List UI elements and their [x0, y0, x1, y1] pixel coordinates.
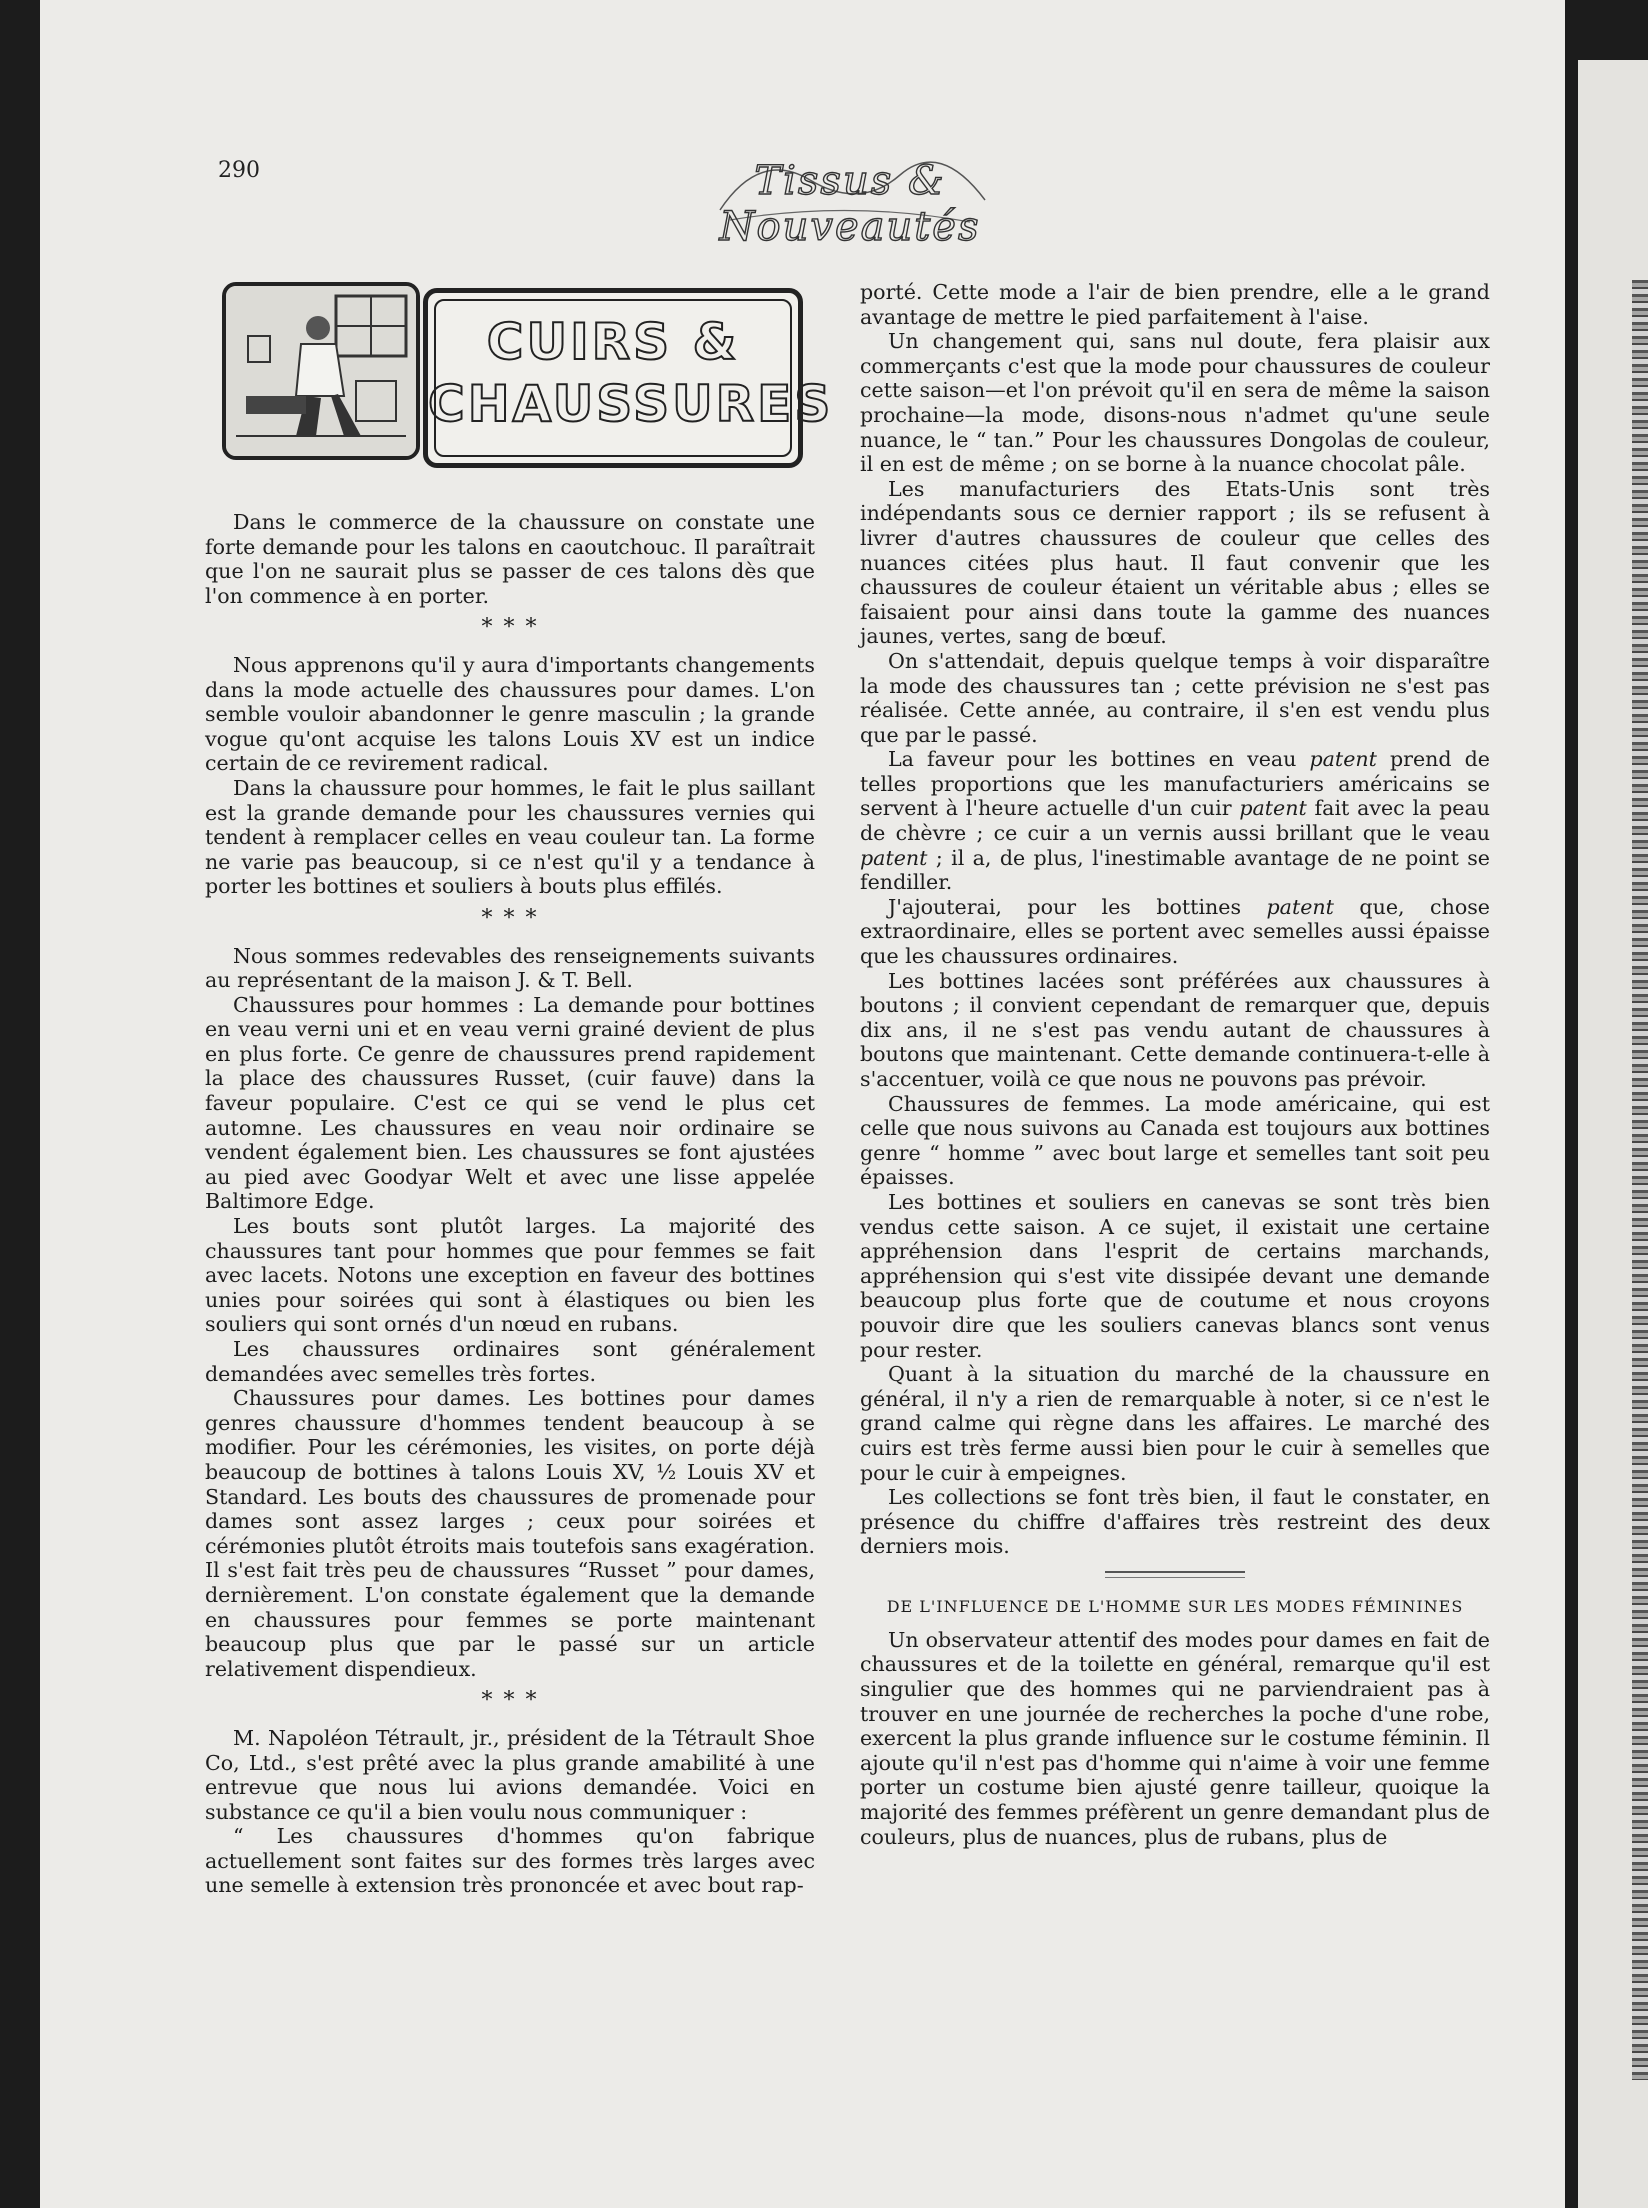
paragraph: Les bottines et souliers en canevas se sont très bien vendus cette saison. A ce sujet, il existait une certaine appréhension dans l'esprit de certains marchands, appréhension qui s'est vite dissipée devant une demande beaucoup plus forte que de coutume et nous croyons pouvoir dire que les souliers canevas blancs sont venus pour rester.	[860, 1189, 1490, 1362]
paragraph	[860, 747, 1490, 895]
masthead-text: Tissus & Nouveautés	[719, 158, 981, 250]
masthead-logo	[700, 140, 1000, 250]
text-run: fait avec la peau de chèvre ; ce cuir a un vernis aussi brillant que le veau	[860, 796, 1490, 846]
paragraph: Nous sommes redevables des renseignements suivants au représentant de la maison J. & T. Bell.	[205, 943, 815, 993]
left-column	[205, 510, 815, 1898]
section-header	[423, 288, 834, 468]
article-subheading: DE L'INFLUENCE DE L'HOMME SUR LES MODES FÉMININES	[886, 1596, 1464, 1616]
paragraph: Dans le commerce de la chaussure on constate une forte demande pour les talons en caoutchouc. Il paraîtrait que l'on ne saurait plus se passer de ces talons dès que l'on commence à en porter.	[205, 510, 815, 608]
paragraph: Chaussures de femmes. La mode américaine, qui est celle que nous suivons au Canada est toujours aux bottines genre “ homme ” avec bout large et semelles tant soit peu épaisses.	[860, 1091, 1490, 1190]
shoemaker-illustration	[222, 282, 420, 460]
shoemaker-icon	[226, 286, 416, 456]
section-title-line2: CHAUSSURES	[428, 375, 834, 433]
paragraph: Chaussures pour dames. Les bottines pour dames genres chaussure d'hommes tendent beaucoup à se modifier. Pour les cérémonies, les visites, on porte déjà beaucoup de bottines à talons Louis XV, ½ Louis XV et Standard. Les bouts des chaussures de promenade pour dames sont assez larges ; ceux pour soirées et cérémonies plutôt étroits mais toutefois sans exagération. Il s'est fait très peu de chaussures “Russet ” pour dames, dernièrement. L'on constate également que la demande en chaussures pour femmes se porte maintenant beaucoup plus que par le passé sur un article relativement dispendieux.	[205, 1386, 815, 1681]
text-run: J'ajouterai, pour les bottines	[888, 894, 1267, 919]
asterism-separator: * * *	[481, 905, 539, 931]
decorative-border	[1632, 280, 1648, 2080]
right-column	[860, 280, 1490, 1849]
paragraph: “ Les chaussures d'hommes qu'on fabrique actuellement sont faites sur des formes très larges avec une semelle à extension très prononcée et avec bout rap-	[205, 1824, 815, 1898]
paragraph: Quant à la situation du marché de la chaussure en général, il n'y a rien de remarquable à noter, si ce n'est le grand calme qui règne dans les affaires. Le marché des cuirs est très ferme aussi bien pour le cuir à semelles que pour le cuir à empeignes.	[860, 1362, 1490, 1485]
paragraph: porté. Cette mode a l'air de bien prendre, elle a le grand avantage de mettre le pied parfaitement à l'aise.	[860, 280, 1490, 329]
paragraph: M. Napoléon Tétrault, jr., président de la Tétrault Shoe Co, Ltd., s'est prêté avec la plus grande amabilité à une entrevue que nous lui avions demandée. Voici en substance ce qu'il a bien voulu nous communiquer :	[205, 1725, 815, 1824]
paragraph: Un changement qui, sans nul doute, fera plaisir aux commerçants c'est que la mode pour chaussures de couleur cette saison—et l'on prévoit qu'il en sera de même la saison prochaine—la mode, disons-nous n'admet qu'une seule nuance, le “ tan.” Pour les chaussures Dongolas de couleur, il en est de même ; on se borne à la nuance chocolat pâle.	[860, 329, 1490, 477]
paragraph: Nous apprenons qu'il y aura d'importants changements dans la mode actuelle des chaussures pour dames. L'on semble vouloir abandonner le genre masculin ; la grande vogue qu'ont acquise les talons Louis XV est un indice certain de ce revirement radical.	[205, 652, 815, 776]
text-run: La faveur pour les bottines en veau	[888, 747, 1310, 772]
paragraph: Dans la chaussure pour hommes, le fait le plus saillant est la grande demande pour les chaussures vernies qui tendent à remplacer celles en veau couleur tan. La forme ne varie pas beaucoup, si ce n'est qu'il y a tendance à porter les bottines et souliers à bouts plus effilés.	[205, 775, 815, 899]
paragraph: On s'attendait, depuis quelque temps à voir disparaître la mode des chaussures tan ; cette prévision ne s'est pas réalisée. Cette année, au contraire, il s'en est vendu plus que par le passé.	[860, 648, 1490, 747]
text-run: prend de telles proportions que les manufacturiers américains se servent à l'heure actuelle d'un cuir	[860, 747, 1490, 821]
asterism-separator: * * *	[481, 1688, 539, 1714]
paragraph: Les bottines lacées sont préférées aux chaussures à boutons ; il convient cependant de remarquer que, depuis dix ans, il ne s'est pas vendu autant de chaussures à boutons que maintenant. Cette demande continuera-t-elle à s'accentuer, voilà ce que nous ne pouvons pas prévoir.	[860, 968, 1490, 1091]
italic-term: patent	[1309, 747, 1377, 772]
italic-term: patent	[1266, 894, 1334, 919]
italic-term: patent	[860, 845, 928, 870]
paragraph	[860, 895, 1490, 969]
paragraph: Les chaussures ordinaires sont généralement demandées avec semelles très fortes.	[205, 1337, 815, 1386]
paragraph: Les collections se font très bien, il faut le constater, en présence du chiffre d'affaires très restreint des deux derniers mois.	[860, 1485, 1490, 1559]
page-number: 290	[218, 158, 260, 183]
section-divider	[1105, 1571, 1245, 1578]
text-run: que, chose extraordinaire, elles se portent avec semelles aussi épaisse que les chaussures ordinaires.	[860, 894, 1490, 969]
italic-term: patent	[1239, 796, 1307, 821]
asterism-separator: * * *	[481, 615, 539, 641]
paragraph: Chaussures pour hommes : La demande pour bottines en veau verni uni et en veau verni grainé devient de plus en plus forte. Ce genre de chaussures prend rapidement la place des chaussures Russet, (cuir fauve) dans la faveur populaire. C'est ce qui se vend le plus cet automne. Les chaussures en veau noir ordinaire se vendent également bien. Les chaussures se font ajustées au pied avec Goodyar Welt et avec une lisse appelée Baltimore Edge.	[205, 992, 815, 1214]
paragraph: Un observateur attentif des modes pour dames en fait de chaussures et de la toilette en général, remarque qu'il est singulier que des hommes qui ne parviendraient pas à trouver en une journée de recherches la poche d'une robe, exercent la plus grande influence sur le costume féminin. Il ajoute qu'il n'est pas d'homme qui n'aime à voir une femme porter un costume bien ajusté genre tailleur, quoique la majorité des femmes préfèrent un genre demandant plus de couleurs, plus de nuances, plus de rubans, plus de	[860, 1627, 1490, 1849]
paragraph: Les manufacturiers des Etats-Unis sont très indépendants sous ce dernier rapport ; ils se refusent à livrer d'autres chaussures de couleur que celles des nuances citées plus haut. Il faut convenir que les chaussures de couleur étaient un véritable abus ; elles se faisaient pour ainsi dans toute la gamme des nuances jaunes, vertes, sang de bœuf.	[860, 476, 1490, 649]
paragraph: Les bouts sont plutôt larges. La majorité des chaussures tant pour hommes que pour femmes se fait avec lacets. Notons une exception en faveur des bottines unies pour soirées qui sont à élastiques ou bien les souliers qui sont ornés d'un nœud en rubans.	[205, 1214, 815, 1337]
section-title-line1: CUIRS &	[486, 313, 740, 371]
text-run: ; il a, de plus, l'inestimable avantage de ne point se fendiller.	[860, 845, 1490, 895]
